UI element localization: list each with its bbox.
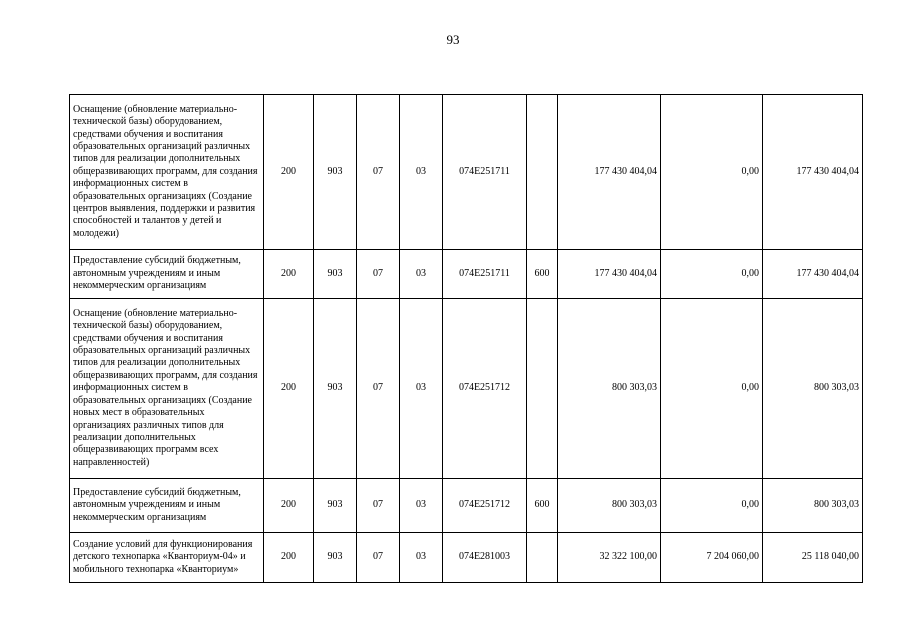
row-sum3: 177 430 404,04 <box>763 250 863 299</box>
row-vedomstvo: 903 <box>314 250 357 299</box>
row-vedomstvo: 903 <box>314 533 357 583</box>
row-grbs: 200 <box>264 533 314 583</box>
budget-table <box>69 94 863 583</box>
row-csr: 074E281003 <box>443 533 527 583</box>
row-vr <box>527 299 558 479</box>
row-sum3: 800 303,03 <box>763 479 863 533</box>
row-sum1: 177 430 404,04 <box>558 95 661 250</box>
row-razdel: 07 <box>357 95 400 250</box>
row-razdel: 07 <box>357 533 400 583</box>
row-sum1: 800 303,03 <box>558 299 661 479</box>
row-name: Оснащение (обновление материально-технической базы) оборудованием, средствами обучения и воспитания образовательных организаций различных типов для реализации дополнительных общеразвивающих программ, для создания информационных систем в образовательных организациях (Создание новых мест в образовательных организациях различных типов для реализации дополнительных общеразвивающих программ всех направленностей) <box>70 299 264 479</box>
row-sum3: 177 430 404,04 <box>763 95 863 250</box>
row-sum1: 177 430 404,04 <box>558 250 661 299</box>
row-sum1: 32 322 100,00 <box>558 533 661 583</box>
row-podrazdel: 03 <box>400 299 443 479</box>
page-number: 93 <box>446 32 460 47</box>
row-sum2: 0,00 <box>661 250 763 299</box>
row-vr <box>527 533 558 583</box>
row-podrazdel: 03 <box>400 533 443 583</box>
row-vedomstvo: 903 <box>314 95 357 250</box>
row-vedomstvo: 903 <box>314 299 357 479</box>
row-podrazdel: 03 <box>400 479 443 533</box>
table-row <box>70 533 863 583</box>
table-row <box>70 95 863 250</box>
row-sum3: 25 118 040,00 <box>763 533 863 583</box>
table-row <box>70 299 863 479</box>
row-sum1: 800 303,03 <box>558 479 661 533</box>
row-name: Создание условий для функционирования детского технопарка «Кванториум-04» и мобильного технопарка «Кванториум» <box>70 533 264 583</box>
row-razdel: 07 <box>357 250 400 299</box>
row-podrazdel: 03 <box>400 95 443 250</box>
row-grbs: 200 <box>264 299 314 479</box>
row-grbs: 200 <box>264 479 314 533</box>
table-row <box>70 479 863 533</box>
row-vr: 600 <box>527 250 558 299</box>
row-csr: 074E251712 <box>443 479 527 533</box>
row-sum2: 7 204 060,00 <box>661 533 763 583</box>
row-vedomstvo: 903 <box>314 479 357 533</box>
row-name: Предоставление субсидий бюджетным, автономным учреждениям и иным некоммерческим организациям <box>70 479 264 533</box>
row-csr: 074E251711 <box>443 250 527 299</box>
row-vr <box>527 95 558 250</box>
row-razdel: 07 <box>357 299 400 479</box>
row-csr: 074E251711 <box>443 95 527 250</box>
row-sum2: 0,00 <box>661 479 763 533</box>
row-vr: 600 <box>527 479 558 533</box>
row-name: Предоставление субсидий бюджетным, автономным учреждениям и иным некоммерческим организациям <box>70 250 264 299</box>
row-podrazdel: 03 <box>400 250 443 299</box>
row-csr: 074E251712 <box>443 299 527 479</box>
row-name: Оснащение (обновление материально-технической базы) оборудованием, средствами обучения и воспитания образовательных организаций различных типов для реализации дополнительных общеразвивающих программ, для создания информационных систем в образовательных организациях (Создание центров выявления, поддержки и развития способностей и талантов у детей и молодежи) <box>70 95 264 250</box>
row-sum3: 800 303,03 <box>763 299 863 479</box>
row-sum2: 0,00 <box>661 95 763 250</box>
table-row <box>70 250 863 299</box>
row-sum2: 0,00 <box>661 299 763 479</box>
row-razdel: 07 <box>357 479 400 533</box>
row-grbs: 200 <box>264 250 314 299</box>
row-grbs: 200 <box>264 95 314 250</box>
